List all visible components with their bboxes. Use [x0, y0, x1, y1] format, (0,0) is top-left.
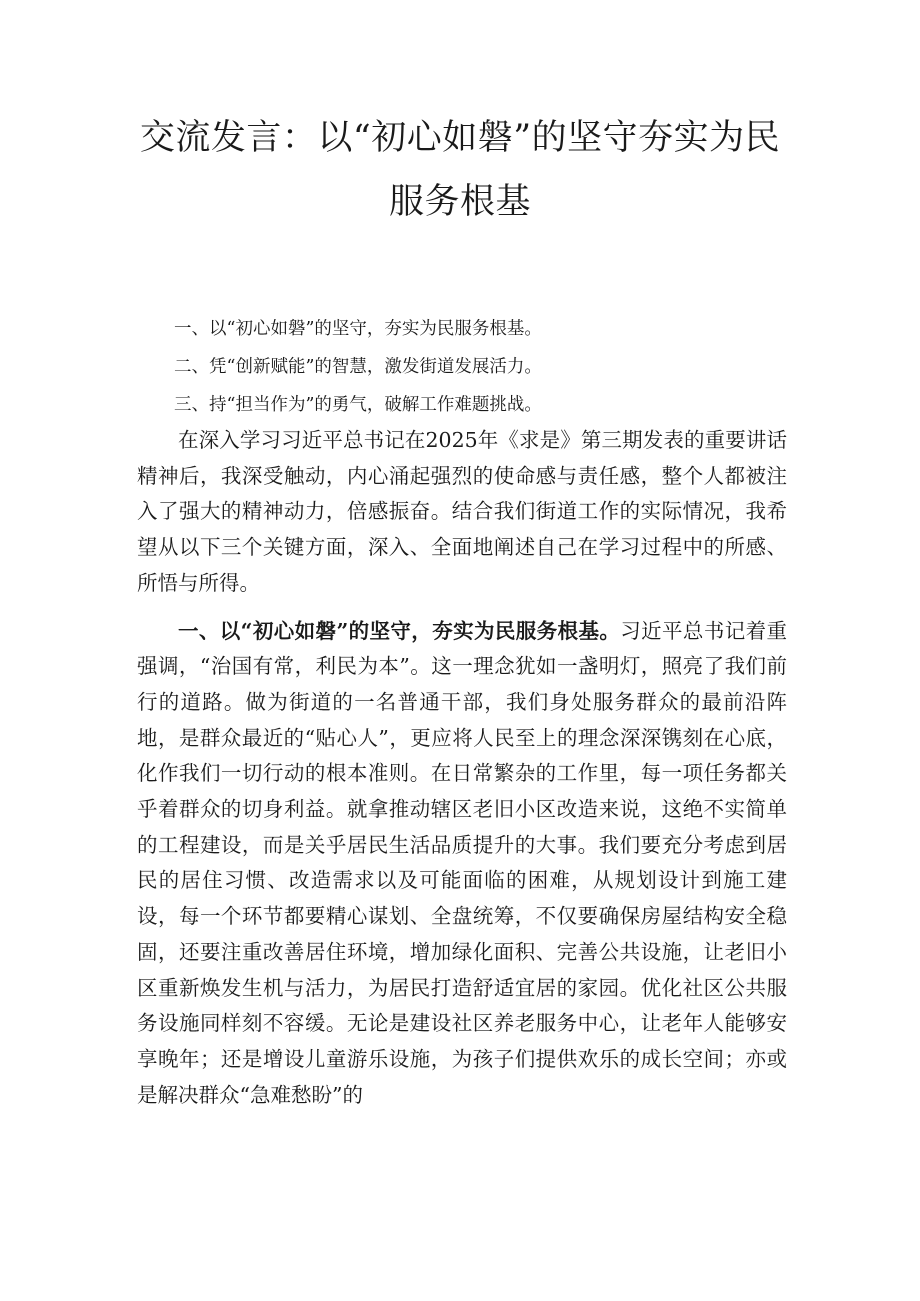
- section-1-text: 习近平总书记着重强调，“治国有常，利民为本”。这一理念犹如一盏明灯，照亮了我们前行的道路。做为街道的一名普通干部，我们身处服务群众的最前沿阵地，是群众最近的“贴心人”，更应将人民至上的理念深深镌刻在心底，化作我们一切行动的根本准则。在日常繁杂的工作里，每一项任务都关乎着群众的切身利益。就拿推动辖区老旧小区改造来说，这绝不实简单的工程建设，而是关乎居民生活品质提升的大事。我们要充分考虑到居民的居住习惯、改造需求以及可能面临的困难，从规划设计到施工建设，每一个环节都要精心谋划、全盘统筹，不仅要确保房屋结构安全稳固，还要注重改善居住环境，增加绿化面积、完善公共设施，让老旧小区重新焕发生机与活力，为居民打造舒适宜居的家园。优化社区公共服务设施同样刻不容缓。无论是建设社区养老服务中心，让老年人能够安享晚年；还是增设儿童游乐设施，为孩子们提供欢乐的成长空间；亦或是解决群众“急难愁盼”的: [137, 618, 788, 1107]
- intro-paragraph: 在深入学习习近平总书记在2025年《求是》第三期发表的重要讲话精神后，我深受触动，内心涌起强烈的使命感与责任感，整个人都被注入了强大的精神动力，倍感振奋。结合我们街道工作的实际情况，我希望从以下三个关键方面，深入、全面地阐述自己在学习过程中的所感、所悟与所得。: [137, 428, 787, 595]
- outline-list: [174, 310, 814, 424]
- outline-item: 二、凭“创新赋能”的智慧，激发街道发展活力。: [174, 357, 542, 377]
- section-1-paragraph: [137, 614, 787, 1114]
- outline-item: 三、持“担当作为”的勇气，破解工作难题挑战。: [174, 395, 542, 415]
- outline-item: 一、以“初心如磐”的坚守，夯实为民服务根基。: [174, 319, 542, 339]
- section-1-heading: 一、以“初心如磐”的坚守，夯实为民服务根基。: [178, 618, 621, 643]
- document-title: 交流发言：以“初心如磐”的坚守夯实为民服务根基: [139, 118, 781, 222]
- document-body: [137, 423, 787, 1113]
